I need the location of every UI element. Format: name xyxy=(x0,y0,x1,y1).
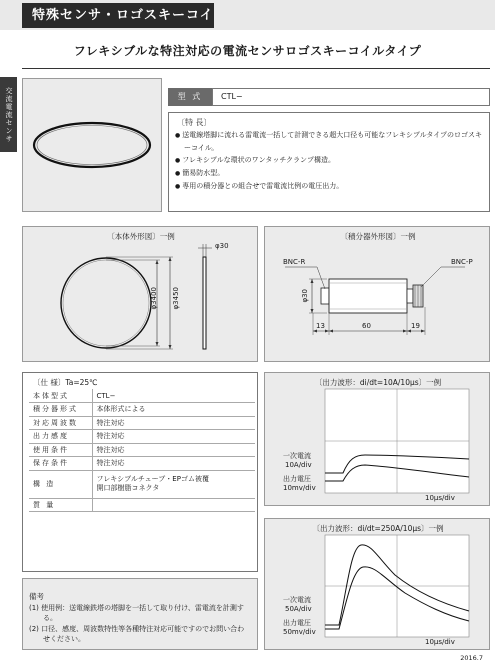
features-box xyxy=(168,112,490,212)
model-type-row xyxy=(168,88,490,106)
page-title: 特殊センサ・ロゴスキーコイル xyxy=(22,3,214,28)
wave1-current-unit: 10A/div xyxy=(285,461,312,469)
dim-60-label: 60 xyxy=(362,322,371,330)
integrator-dimension-panel xyxy=(264,226,490,362)
note-1: (1) 使用例：送電線鉄塔の塔脚を一括して取り付け、雷電流を計測する。 xyxy=(29,604,244,622)
integrator-dimension-caption: 〔積分器外形図〕一例 xyxy=(340,232,416,241)
bnc-p-label: BNC-P xyxy=(451,258,473,266)
table-row: 積分器形式 本体形式による xyxy=(29,403,255,417)
feature-item: ● フレキシブルな環状のワンタッチクランプ構造。 xyxy=(175,154,483,167)
dim-19-label: 19 xyxy=(411,322,420,330)
wave1-current-label: 一次電流 xyxy=(283,452,311,460)
dim-phi3450-label: φ3450 xyxy=(172,287,180,310)
waveform-1-caption: 〔出力波形：di/dt=10A/10μs〕一例 xyxy=(314,378,442,387)
footer-date: 2016.7 xyxy=(460,654,483,662)
wave2-current-unit: 50A/div xyxy=(285,605,312,613)
table-row: 本体型式 CTL− xyxy=(29,389,255,403)
waveform-panel-1 xyxy=(264,372,490,506)
model-type-value: CTL− xyxy=(212,88,490,106)
notes-panel xyxy=(22,578,258,650)
side-category-tab[interactable]: 交流電流センサ xyxy=(0,77,17,152)
table-row: 使用条件 特注対応 xyxy=(29,443,255,457)
features-list xyxy=(175,129,483,193)
note-2: (2) 口径、感度、周波数特性等各種特注対応可能ですのでお問い合わせください。 xyxy=(29,625,245,643)
product-photo-panel xyxy=(22,78,162,212)
dim-phi3400-label: φ3400 xyxy=(150,287,158,310)
waveform-2-caption: 〔出力波形：di/dt=250A/10μs〕一例 xyxy=(312,524,444,533)
table-row: 対応周波数 特注対応 xyxy=(29,416,255,430)
features-title: 〔特 長〕 xyxy=(177,118,212,127)
feature-item: ● 送電線塔脚に流れる雷電流一括して計測できる超大口径も可能なフレキシブルタイプのロゴスキーコイル。 xyxy=(175,129,483,154)
spec-table xyxy=(29,389,255,512)
wave2-time-unit: 10μs/div xyxy=(425,638,455,646)
table-row: 構 造 フレキシブルチューブ・EPゴム被覆 開口部樹脂コネクタ xyxy=(29,470,255,498)
spec-panel xyxy=(22,372,258,572)
integ-phi30-label: φ30 xyxy=(301,289,309,303)
body-dimension-caption: 〔本体外形図〕一例 xyxy=(107,232,175,241)
waveform-panel-2 xyxy=(264,518,490,650)
wave1-voltage-label: 出力電圧 xyxy=(283,475,311,483)
rogowski-coil-photo xyxy=(23,79,161,211)
dim-13-label: 13 xyxy=(316,322,325,330)
dim-phi30-label: φ30 xyxy=(215,242,229,250)
wave2-voltage-unit: 50mv/div xyxy=(283,628,316,636)
table-row: 保存条件 特注対応 xyxy=(29,457,255,471)
page-subtitle: フレキシブルな特注対応の電流センサロゴスキーコイルタイプ xyxy=(73,44,422,58)
feature-item: ● 簡易防水型。 xyxy=(175,167,483,180)
bnc-r-label: BNC-R xyxy=(283,258,306,266)
wave2-voltage-label: 出力電圧 xyxy=(283,619,311,627)
subtitle-rule xyxy=(22,68,490,69)
feature-item: ● 専用の積分器との組合せで雷電流比例の電圧出力。 xyxy=(175,180,483,193)
spec-title: 〔仕 様〕Ta=25℃ xyxy=(33,378,98,387)
model-type-label: 型 式 xyxy=(168,88,212,106)
table-row: 出力感度 特注対応 xyxy=(29,430,255,444)
wave1-voltage-unit: 10mv/div xyxy=(283,484,316,492)
integrator-dimension-drawing xyxy=(265,227,491,363)
wave1-time-unit: 10μs/div xyxy=(425,494,455,502)
notes-title: 備考 xyxy=(29,592,44,601)
body-dimension-panel xyxy=(22,226,258,362)
wave2-current-label: 一次電流 xyxy=(283,596,311,604)
table-row: 質 量 xyxy=(29,498,255,512)
